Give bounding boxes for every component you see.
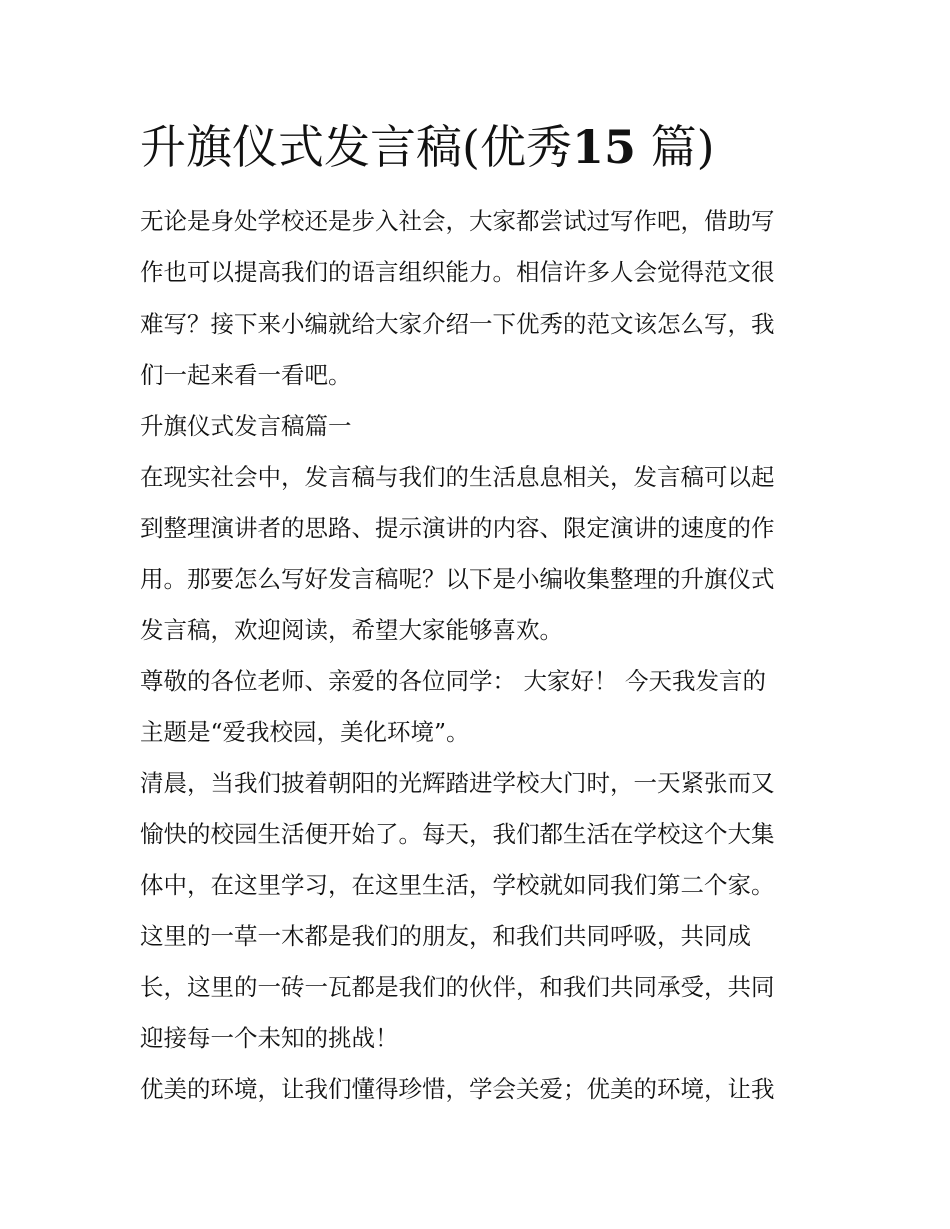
body-line: 尊敬的各位老师、亲爱的各位同学： 大家好！ 今天我发言的 xyxy=(140,667,766,695)
body-line: 长，这里的一砖一瓦都是我们的伙伴，和我们共同承受，共同 xyxy=(140,973,775,1001)
body-line: 在现实社会中，发言稿与我们的生活息息相关，发言稿可以起 xyxy=(140,463,775,491)
body-line: 发言稿，欢迎阅读，希望大家能够喜欢。 xyxy=(140,616,563,644)
body-line: 主题是“爱我校园，美化环境”。 xyxy=(140,718,470,746)
section-heading: 升旗仪式发言稿篇一 xyxy=(140,412,352,440)
body-line: 到整理演讲者的思路、提示演讲的内容、限定演讲的速度的作 xyxy=(140,514,775,542)
body-line: 这里的一草一木都是我们的朋友，和我们共同呼吸，共同成 xyxy=(140,922,751,950)
title-suffix: 篇) xyxy=(650,120,715,174)
body-line: 优美的环境，让我们懂得珍惜，学会关爱；优美的环境，让我 xyxy=(140,1075,775,1103)
body-line: 们一起来看一看吧。 xyxy=(140,361,352,389)
body-line: 用。那要怎么写好发言稿呢？以下是小编收集整理的升旗仪式 xyxy=(140,565,775,593)
document-title xyxy=(140,116,715,178)
title-prefix: 升旗仪式发言稿(优秀 xyxy=(140,120,572,174)
body-line: 迎接每一个未知的挑战！ xyxy=(140,1024,399,1052)
body-line: 无论是身处学校还是步入社会，大家都尝试过写作吧，借助写 xyxy=(140,207,775,235)
title-number: 15 xyxy=(571,120,636,174)
body-line: 清晨，当我们披着朝阳的光辉踏进学校大门时，一天紧张而又 xyxy=(140,769,775,797)
body-line: 难写？接下来小编就给大家介绍一下优秀的范文该怎么写，我 xyxy=(140,310,775,338)
body-line: 作也可以提高我们的语言组织能力。相信许多人会觉得范文很 xyxy=(140,258,775,286)
body-line: 愉快的校园生活便开始了。每天，我们都生活在学校这个大集 xyxy=(140,820,775,848)
body-line: 体中，在这里学习，在这里生活，学校就如同我们第二个家。 xyxy=(140,871,775,899)
